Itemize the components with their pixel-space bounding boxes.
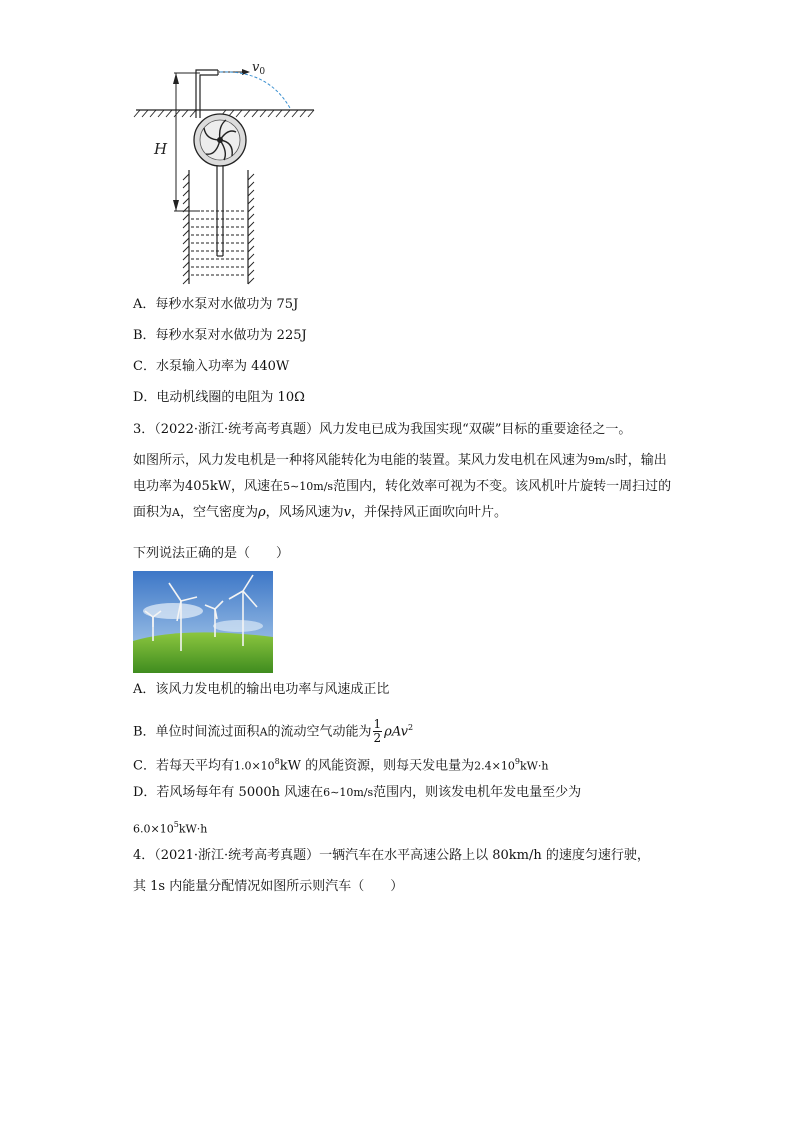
q3-option-d: D．若风场每年有 5000h 风速在6∼10m/s范围内，则该发电机年发电量至少为 [133, 785, 582, 800]
q3-option-b: B．单位时间流过面积A的流动空气动能为 $\frac{1}{2}$ ρAv$^2$ [133, 717, 414, 746]
option-b: B．每秒水泵对水做功为 225J [133, 328, 307, 343]
question-3-prompt: 下列说法正确的是（ ） [133, 546, 290, 561]
q3-option-d-value: $6.0\times 10^5kW\cdot h$ [133, 820, 208, 836]
height-label: H [154, 140, 168, 158]
water-pump-figure [128, 58, 328, 290]
q3-option-a: A．该风力发电机的输出电功率与风速成正比 [133, 682, 390, 697]
q3-option-c: C．若每天平均有$1.0\times 10^8kW$ 的风能资源，则每天发电量为$2.4\times 10^9kW\cdot h$ [133, 757, 549, 774]
wind-turbine-photo [133, 571, 273, 673]
question-3-title: 3．（2022·浙江·统考高考真题）风力发电已成为我国实现“双碳”目标的重要途径之一。 [133, 422, 632, 437]
option-c: C．水泵输入功率为 440W [133, 359, 290, 374]
option-a: A．每秒水泵对水做功为 75J [133, 297, 299, 312]
question-4-title: 4．（2021·浙江·统考高考真题）一辆汽车在水平高速公路上以 80km/h 的速度匀速行驶， [133, 848, 650, 863]
question-3-body: 如图所示，风力发电机是一种将风能转化为电能的装置。某风力发电机在风速为9m/s时，输出电功率为405kW，风速在5∼10m/s范围内，转化效率可视为不变。该风机叶片旋转一周扫过的面积为A，空气密度为ρ，风场风速为v，并保持风正面吹向叶片。 [133, 453, 672, 520]
question-4-prompt: 其 1s 内能量分配情况如图所示则汽车（ ） [133, 879, 404, 894]
option-d: D．电动机线圈的电阻为 10Ω [133, 390, 305, 405]
velocity-label: $v_0$ [252, 60, 266, 77]
